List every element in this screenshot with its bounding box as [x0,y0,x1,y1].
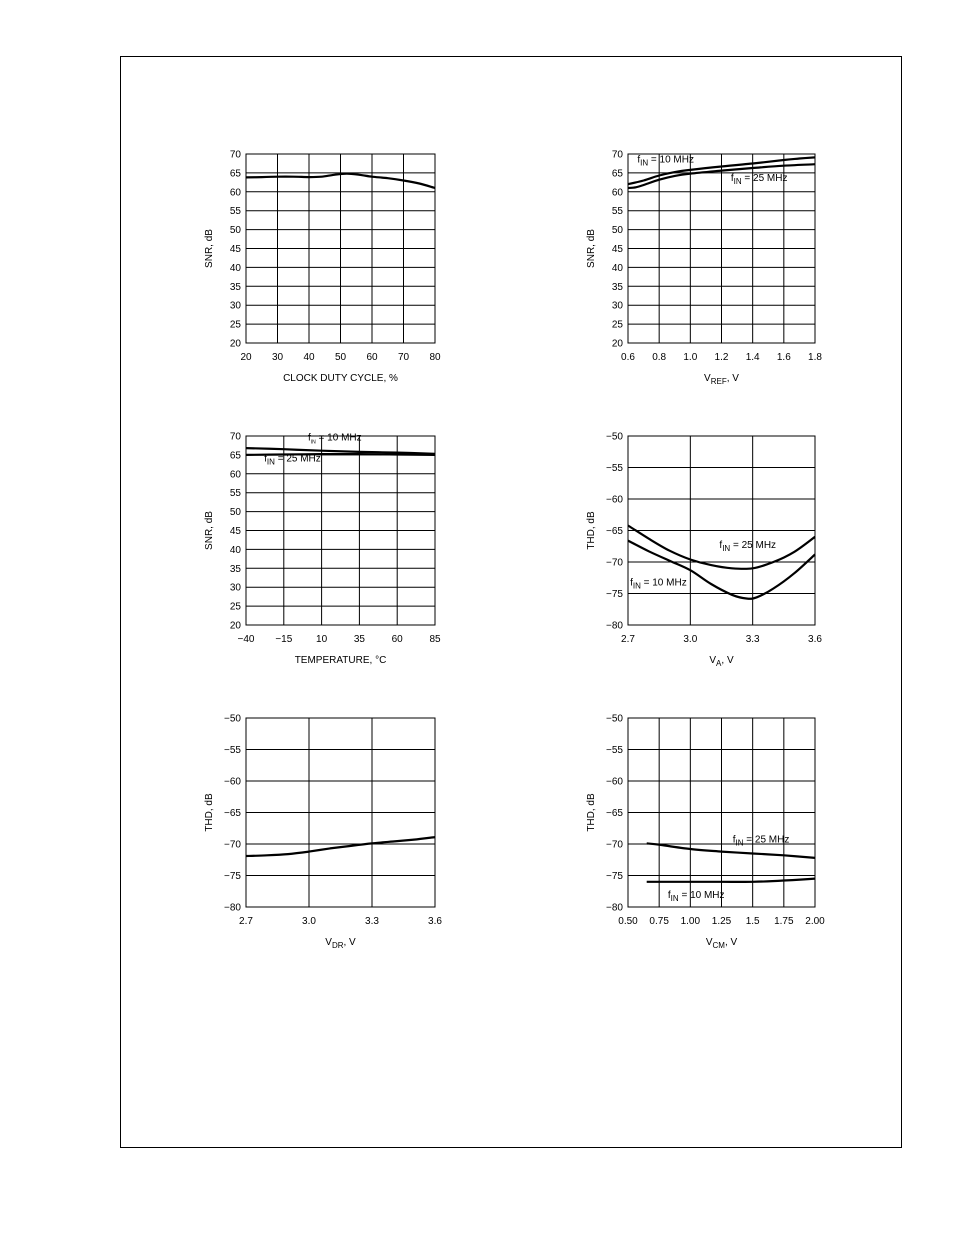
y-tick-label: 40 [611,262,623,274]
x-tick-label: 70 [397,352,410,363]
y-tick-label: −80 [224,902,241,914]
x-tick-label: 1.4 [745,352,760,363]
y-axis-label: THD, dB [204,793,215,832]
y-tick-label: 50 [229,507,241,519]
x-tick-label: 1.6 [776,352,791,363]
y-tick-label: −75 [606,589,623,600]
x-tick-label: 1.5 [745,916,760,927]
chart-4 [586,432,822,669]
x-tick-label: 0.6 [621,352,635,363]
x-tick-label: 35 [353,634,365,645]
y-tick-label: −60 [224,776,241,788]
y-tick-label: 30 [229,300,241,312]
x-axis-label: $V_{DR}$, V [325,937,356,950]
x-tick-label: 3.6 [428,916,442,927]
y-tick-label: −65 [606,526,623,537]
y-tick-label: −65 [224,808,241,819]
series-annotation: $f_{IN} = 10$ MHz [307,432,362,446]
chart-6 [586,714,825,951]
y-tick-label: −55 [224,745,241,756]
chart-1 [204,150,441,385]
x-tick-label: 1.75 [774,916,794,927]
x-tick-label: 50 [334,352,347,363]
x-tick-label: 1.8 [808,352,822,363]
x-axis-label: TEMPERATURE, °C [294,655,387,666]
x-axis-label: CLOCK DUTY CYCLE, % [283,373,398,384]
x-tick-label: −40 [237,634,255,645]
y-tick-label: 60 [611,187,623,199]
y-tick-label: 65 [611,168,623,180]
x-tick-label: 60 [366,352,378,363]
y-tick-label: 55 [229,206,241,218]
y-tick-label: −50 [224,713,241,725]
y-tick-label: −55 [606,745,623,756]
y-axis-label: SNR, dB [204,229,215,268]
x-tick-label: 2.7 [239,916,253,927]
x-tick-label: 40 [303,352,315,363]
y-tick-label: 30 [611,300,623,312]
y-tick-label: −65 [606,808,623,819]
y-tick-label: −55 [606,463,623,474]
series-annotation: $f_{IN} = 25$ MHz [264,453,321,467]
y-tick-label: 20 [611,338,623,350]
y-tick-label: 65 [229,168,241,180]
y-tick-label: −80 [606,902,623,914]
x-tick-label: 60 [391,634,403,645]
y-tick-label: −75 [606,871,623,882]
x-axis-label: $V_{REF}$, V [704,373,739,386]
y-tick-label: −70 [606,839,623,851]
y-tick-label: −70 [224,839,241,851]
y-tick-label: 45 [611,244,623,255]
y-tick-label: −50 [606,713,623,725]
y-tick-label: 25 [229,601,241,613]
x-tick-label: 3.3 [365,916,379,927]
y-tick-label: 65 [229,450,241,462]
y-tick-label: 40 [229,262,241,274]
y-tick-label: 70 [229,431,241,443]
series-line-2 [647,879,815,882]
y-axis-label: SNR, dB [586,229,597,268]
y-tick-label: −60 [606,494,623,506]
y-tick-label: 35 [229,563,241,575]
y-tick-label: 45 [229,244,241,255]
y-tick-label: −70 [606,557,623,569]
x-tick-label: 1.00 [680,916,701,927]
y-tick-label: −80 [606,620,623,632]
chart-3 [204,432,441,667]
x-axis-label: $V_{CM}$, V [705,937,738,950]
x-tick-label: 3.0 [683,634,698,645]
y-tick-label: 70 [611,149,623,161]
y-tick-label: −60 [606,776,623,788]
y-axis-label: THD, dB [586,511,597,550]
y-axis-label: THD, dB [586,793,597,832]
series-annotation: $f_{IN} = 25$ MHz [732,834,790,848]
x-tick-label: 0.75 [649,916,669,927]
y-tick-label: 30 [229,582,241,594]
x-tick-label: 0.8 [652,352,667,363]
series-annotation: $f_{IN} = 10$ MHz [667,890,725,904]
x-tick-label: 1.2 [714,352,729,363]
y-tick-label: 50 [611,225,623,237]
series-annotation: $f_{IN} = 10$ MHz [637,154,694,168]
y-tick-label: 60 [229,469,241,481]
x-tick-label: 30 [271,352,284,363]
chart-2 [586,150,822,387]
y-tick-label: 40 [229,544,241,556]
y-tick-label: 35 [229,281,241,293]
y-axis-label: SNR, dB [204,511,215,550]
y-tick-label: 45 [229,526,241,537]
y-tick-label: −50 [606,431,623,443]
x-tick-label: 0.50 [618,916,638,927]
series-line-1 [647,843,815,858]
x-tick-label: 3.3 [745,634,760,645]
x-tick-label: 3.0 [302,916,316,927]
series-annotation: $f_{IN} = 10$ MHz [630,577,687,591]
y-tick-label: −75 [224,871,241,882]
x-axis-label: $V_A$, V [709,655,734,668]
x-tick-label: 2.00 [805,916,825,927]
y-tick-label: 25 [229,319,241,331]
x-tick-label: 20 [240,352,252,363]
y-tick-label: 20 [229,338,241,350]
series-line-1 [246,837,435,856]
y-tick-label: 55 [611,206,623,218]
series-annotation: $f_{IN} = 25$ MHz [719,540,777,554]
x-tick-label: 3.6 [808,634,822,645]
x-tick-label: 10 [316,634,328,645]
y-tick-label: 35 [611,281,623,293]
y-tick-label: 60 [229,187,241,199]
x-tick-label: 85 [429,634,441,645]
x-tick-label: 1.0 [683,352,698,363]
y-tick-label: 55 [229,488,241,500]
x-tick-label: 2.7 [621,634,635,645]
x-tick-label: 80 [429,352,441,363]
x-tick-label: −15 [275,634,293,645]
x-tick-label: 1.25 [711,916,732,927]
y-tick-label: 70 [229,149,241,161]
y-tick-label: 25 [611,319,623,331]
y-tick-label: 50 [229,225,241,237]
chart-5 [204,714,442,951]
series-annotation: $f_{IN} = 25$ MHz [730,173,788,187]
y-tick-label: 20 [229,620,241,632]
